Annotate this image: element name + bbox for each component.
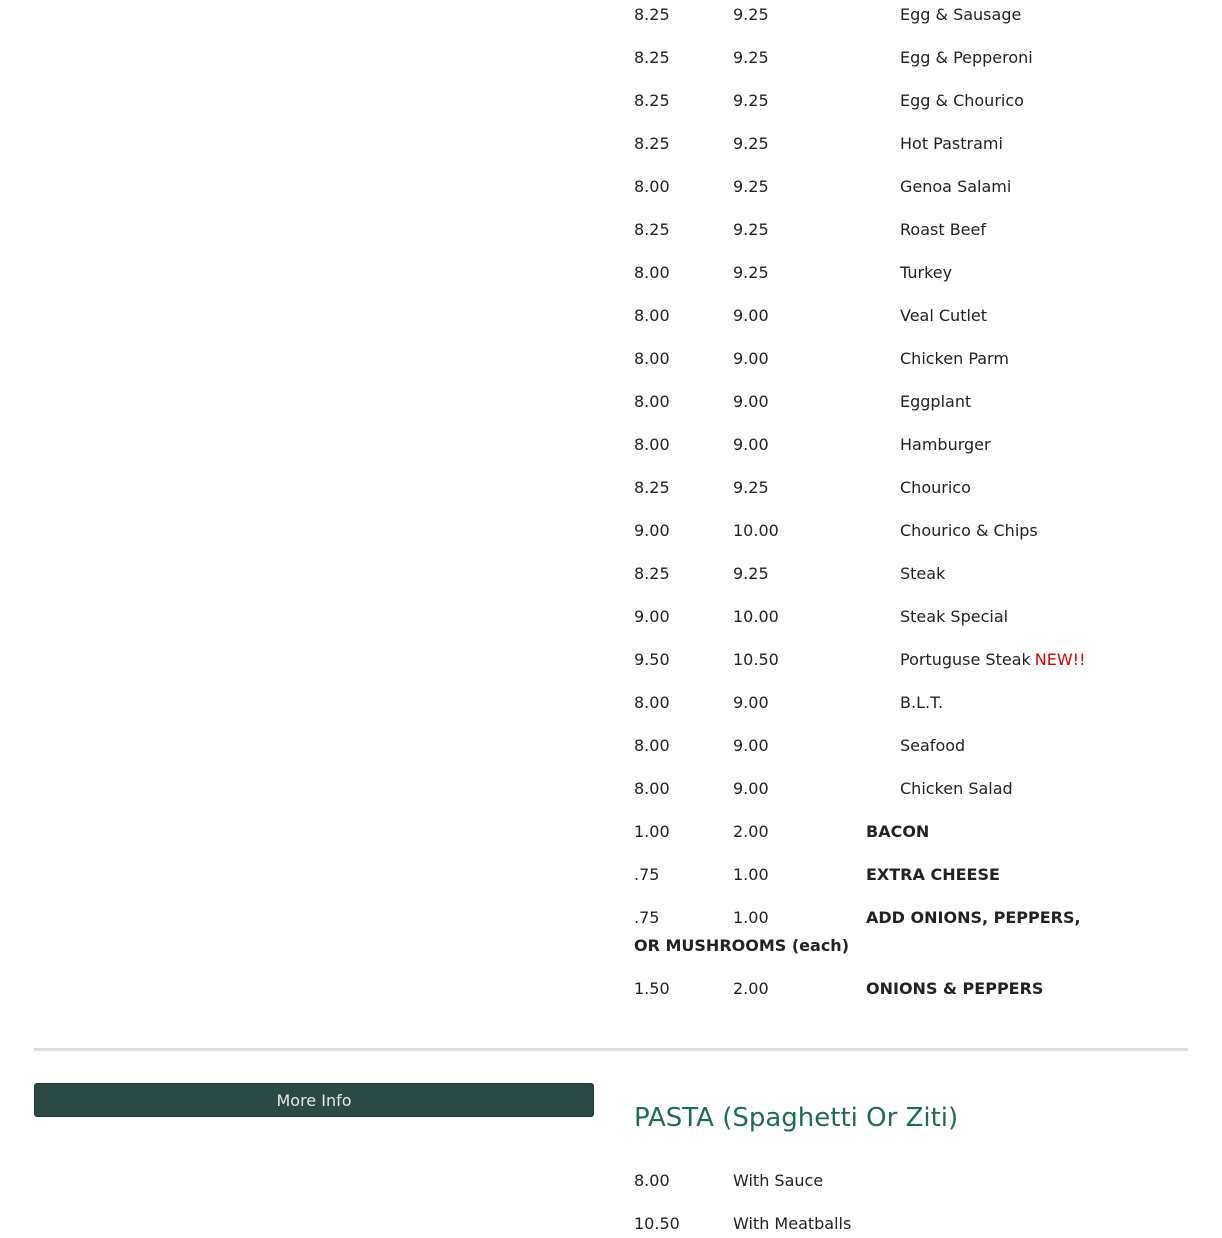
small-price: 9.50 [634,650,670,669]
large-price: 1.00 [733,908,769,927]
extra-name: EXTRA CHEESE [866,865,1000,884]
extra-item-row [634,818,1104,846]
large-price: 9.25 [733,134,769,153]
item-name: Genoa Salami [900,177,1012,196]
item-name: With Sauce [733,1171,824,1190]
small-price: 8.25 [634,134,670,153]
small-price: .75 [634,908,660,927]
large-price: 9.00 [733,693,769,712]
item-name: Eggplant [900,392,972,411]
large-price: 9.25 [733,220,769,239]
small-price: 1.50 [634,979,670,998]
large-price: 9.00 [733,779,769,798]
menu-item-row [634,474,1104,502]
item-name: Steak [900,564,946,583]
small-price: 8.00 [634,392,670,411]
menu-item-row [634,216,1104,244]
small-price: 1.00 [634,822,670,841]
menu-item-row [634,87,1104,115]
large-price: 9.00 [733,306,769,325]
menu-item-row [634,302,1104,330]
small-price: 8.25 [634,91,670,110]
menu-item-row [634,1167,1104,1195]
item-name-text: Portuguse Steak [900,650,1031,669]
small-price: 8.25 [634,220,670,239]
small-price: 9.00 [634,607,670,626]
large-price: 9.25 [733,177,769,196]
large-price: 9.25 [733,263,769,282]
menu-item-row [634,517,1104,545]
large-price: 9.25 [733,5,769,24]
extra-name: ONIONS & PEPPERS [866,979,1044,998]
large-price: 9.00 [733,435,769,454]
small-price: 8.00 [634,693,670,712]
item-price: 10.50 [634,1214,680,1233]
menu-item-row [634,130,1104,158]
large-price: 9.25 [733,564,769,583]
extra-item-row [634,975,1104,1003]
large-price: 9.25 [733,478,769,497]
item-name: Steak Special [900,607,1009,626]
item-name: Turkey [900,263,953,282]
extra-name: ADD ONIONS, PEPPERS, OR MUSHROOMS (each) [634,908,1081,955]
item-name: Hot Pastrami [900,134,1003,153]
large-price: 9.00 [733,736,769,755]
item-name: Egg & Chourico [900,91,1024,110]
small-price: 8.25 [634,48,670,67]
menu-item-row [634,732,1104,760]
item-name: With Meatballs [733,1214,852,1233]
large-price: 2.00 [733,979,769,998]
more-info-button[interactable]: More Info [34,1083,594,1117]
large-price: 10.50 [733,650,779,669]
small-price: 8.25 [634,564,670,583]
menu-item-row [634,44,1104,72]
small-price: 8.00 [634,779,670,798]
menu-item-row [634,345,1104,373]
small-price: 8.00 [634,263,670,282]
item-name: B.L.T. [900,693,944,712]
large-price: 10.00 [733,521,779,540]
small-price: .75 [634,865,660,884]
menu-item-row [634,388,1104,416]
item-name: Chicken Salad [900,779,1013,798]
menu-item-row [634,775,1104,803]
small-price: 8.00 [634,349,670,368]
extra-name: BACON [866,822,930,841]
large-price: 1.00 [733,865,769,884]
small-price: 8.00 [634,736,670,755]
section-divider [34,1048,1188,1051]
item-name: Veal Cutlet [900,306,988,325]
item-name: Egg & Pepperoni [900,48,1033,67]
new-badge: NEW!! [1034,650,1086,669]
small-price: 8.00 [634,306,670,325]
large-price: 9.00 [733,392,769,411]
item-name: Roast Beef [900,220,986,239]
large-price: 9.25 [733,48,769,67]
item-name: Chourico & Chips [900,521,1038,540]
item-name: Seafood [900,736,966,755]
item-price: 8.00 [634,1171,670,1190]
menu-item-row [634,646,1104,674]
item-name: Chicken Parm [900,349,1009,368]
section-title: PASTA (Spaghetti Or Ziti) [634,1103,959,1133]
item-name [900,646,1086,674]
menu-item-row [634,173,1104,201]
extra-item-row [634,861,1104,889]
menu-item-row [634,560,1104,588]
large-price: 9.00 [733,349,769,368]
large-price: 2.00 [733,822,769,841]
menu-item-row [634,1,1104,29]
menu-item-row [634,689,1104,717]
menu-item-row [634,431,1104,459]
menu-item-row [634,259,1104,287]
item-name: Chourico [900,478,971,497]
large-price: 10.00 [733,607,779,626]
menu-item-row [634,1210,1104,1238]
small-price: 8.00 [634,435,670,454]
large-price: 9.25 [733,91,769,110]
extra-item-row [634,904,1104,960]
small-price: 9.00 [634,521,670,540]
small-price: 8.25 [634,478,670,497]
menu-item-row [634,603,1104,631]
small-price: 8.25 [634,5,670,24]
small-price: 8.00 [634,177,670,196]
item-name: Hamburger [900,435,991,454]
item-name: Egg & Sausage [900,5,1022,24]
